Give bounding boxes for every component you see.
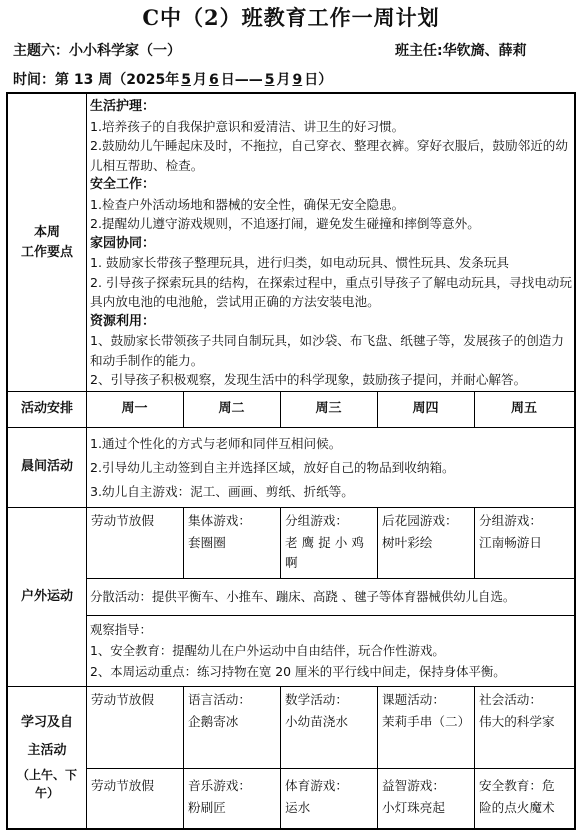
outdoor-game-thursday	[377, 507, 474, 578]
learning-am-wednesday	[280, 686, 377, 768]
morning-item: 2.引导幼儿主动签到自主并选择区域，放好自己的物品到收纳箱。	[90, 460, 455, 475]
guidance-item: 2、本周运动重点：练习持物在宽 20 厘米的平行线中间走，保持身体平衡。	[90, 664, 506, 679]
morning-item: 1.通过个性化的方式与老师和同伴互相问候。	[90, 436, 342, 451]
morning-item: 3.幼儿自主游戏：泥工、画画、剪纸、折纸等。	[90, 484, 354, 499]
activity-name: 企鹅寄冰	[188, 714, 239, 729]
learning-label-line2: 主活动	[27, 743, 67, 758]
outdoor-scatter: 分散活动：提供平衡车、小推车、蹦床、高跷 、毽子等体育器械供幼儿自选。	[90, 588, 516, 604]
outdoor-game-friday	[474, 507, 574, 578]
activity-name: 险的点火魔术	[479, 800, 555, 815]
schedule-label: 活动安排	[20, 401, 73, 416]
activity-name: 粉刷匠	[188, 800, 226, 815]
day-monday: 周一	[121, 401, 148, 417]
activity-name: 小灯珠亮起	[382, 800, 445, 815]
learning-am-monday	[86, 686, 183, 768]
game-name: 江南畅游日	[479, 535, 542, 550]
game-name: 树叶彩绘	[382, 535, 433, 550]
section-item: 1. 鼓励家长带孩子整理玩具，进行归类，如电动玩具、惯性玩具、发条玩具	[90, 255, 510, 270]
learning-pm-thursday	[377, 768, 474, 828]
learning-label-line1: 学习及自	[20, 715, 73, 730]
theme-label: 主题六：小小科学家（一）	[13, 43, 181, 59]
section-item: 1.检查户外活动场地和器械的安全性，确保无安全隐患。	[90, 196, 405, 212]
game-type: 后花园游戏：	[382, 513, 458, 528]
activity-type: 安全教育：危	[479, 778, 555, 793]
activity-type: 劳动节放假	[91, 778, 154, 793]
game-name: 老 鹰 捉 小 鸡啊	[285, 535, 364, 570]
game-name: 套圈圈	[188, 535, 226, 550]
activity-type: 语言活动：	[188, 692, 251, 707]
section-item: 2、引导孩子积极观察，发现生活中的科学现象，鼓励孩子提问，并耐心解答。	[90, 372, 527, 387]
outdoor-game-wednesday	[280, 507, 377, 578]
game-type: 分组游戏：	[479, 513, 542, 528]
learning-pm-friday	[474, 768, 574, 828]
day-word-1: 日——	[220, 72, 263, 88]
time-label	[13, 69, 332, 89]
learning-am-friday	[474, 686, 574, 768]
day-thursday: 周四	[412, 401, 439, 417]
activity-type: 数学活动：	[285, 692, 348, 707]
day-wednesday: 周三	[315, 401, 342, 417]
weekly-points-content	[90, 97, 574, 389]
section-heading: 生活护理：	[90, 99, 156, 114]
game-type: 劳动节放假	[91, 513, 154, 528]
learning-pm-tuesday	[183, 768, 280, 828]
morning-label: 晨间活动	[20, 459, 73, 474]
guidance-title: 观察指导：	[90, 622, 152, 637]
activity-name: 茉莉手串（二）	[382, 714, 471, 729]
section-item: 1.培养孩子的自我保护意识和爱清洁、讲卫生的好习惯。	[90, 118, 405, 134]
activity-type: 音乐游戏：	[188, 778, 251, 793]
end-day: 9	[292, 72, 303, 88]
page-title: C中（2）班教育工作一周计划	[142, 5, 440, 30]
activity-name: 运水	[285, 800, 311, 815]
learning-pm-wednesday	[280, 768, 377, 828]
morning-content	[90, 432, 572, 506]
section-heading: 资源利用：	[90, 313, 156, 329]
section-item: 2.鼓励幼儿午睡起床及时，不拖拉，自己穿衣、整理衣裤。穿好衣服后，鼓励邻近的幼儿相互帮助、检查。	[90, 138, 568, 173]
learning-pm-monday	[86, 768, 183, 828]
day-word-2: 日）	[304, 72, 333, 88]
outdoor-label: 户外运动	[20, 588, 73, 604]
activity-type: 益智游戏：	[382, 778, 445, 793]
day-friday: 周五	[510, 401, 537, 417]
plan-table	[6, 92, 576, 830]
section-heading: 安全工作：	[90, 177, 156, 192]
activity-name: 小幼苗浇水	[285, 714, 348, 729]
month-word-2: 月	[276, 72, 291, 88]
day-tuesday: 周二	[218, 401, 245, 417]
game-type: 集体游戏：	[188, 513, 251, 528]
learning-label	[8, 686, 86, 828]
section-heading: 家园协同：	[90, 235, 156, 251]
outdoor-game-monday	[86, 507, 183, 578]
activity-type: 课题活动：	[382, 692, 445, 707]
start-month: 5	[181, 72, 191, 88]
section-item: 2. 引导孩子探索玩具的结构，在探索过程中，重点引导孩子了解电动玩具，寻找电动玩具内放电池的电池舱，尝试用正确的方法安装电池。	[90, 274, 572, 309]
guidance-item: 1、安全教育：提醒幼儿在户外运动中自由结伴，玩合作性游戏。	[90, 643, 445, 658]
weekly-points-label-line1: 本周	[33, 224, 60, 240]
learning-am-thursday	[377, 686, 474, 768]
weekly-points-label-line2: 工作要点	[20, 244, 73, 260]
activity-type: 社会活动：	[479, 692, 542, 707]
activity-name: 伟大的科学家	[479, 714, 555, 729]
learning-label-line3: （上午、下午）	[16, 768, 77, 800]
time-prefix: 时间：第 13 周（2025年	[13, 72, 180, 88]
weekly-points-label	[8, 94, 86, 391]
section-item: 2.提醒幼儿遵守游戏规则，不追逐打闹，避免发生碰撞和摔倒等意外。	[90, 216, 480, 231]
activity-type: 体育游戏：	[285, 778, 348, 793]
teacher-label: 班主任:华钦旖、薛莉	[395, 43, 527, 59]
start-day: 6	[208, 72, 219, 88]
activity-type: 劳动节放假	[91, 692, 154, 707]
month-word-1: 月	[192, 72, 207, 88]
game-type: 分组游戏：	[285, 513, 348, 528]
section-item: 1、鼓励家长带领孩子共同自制玩具，如沙袋、布飞盘、纸毽子等，发展孩子的创造力和动手制作的能力。	[90, 333, 564, 368]
end-month: 5	[264, 72, 275, 88]
outdoor-guidance	[90, 619, 574, 685]
learning-am-tuesday	[183, 686, 280, 768]
outdoor-game-tuesday	[183, 507, 280, 578]
